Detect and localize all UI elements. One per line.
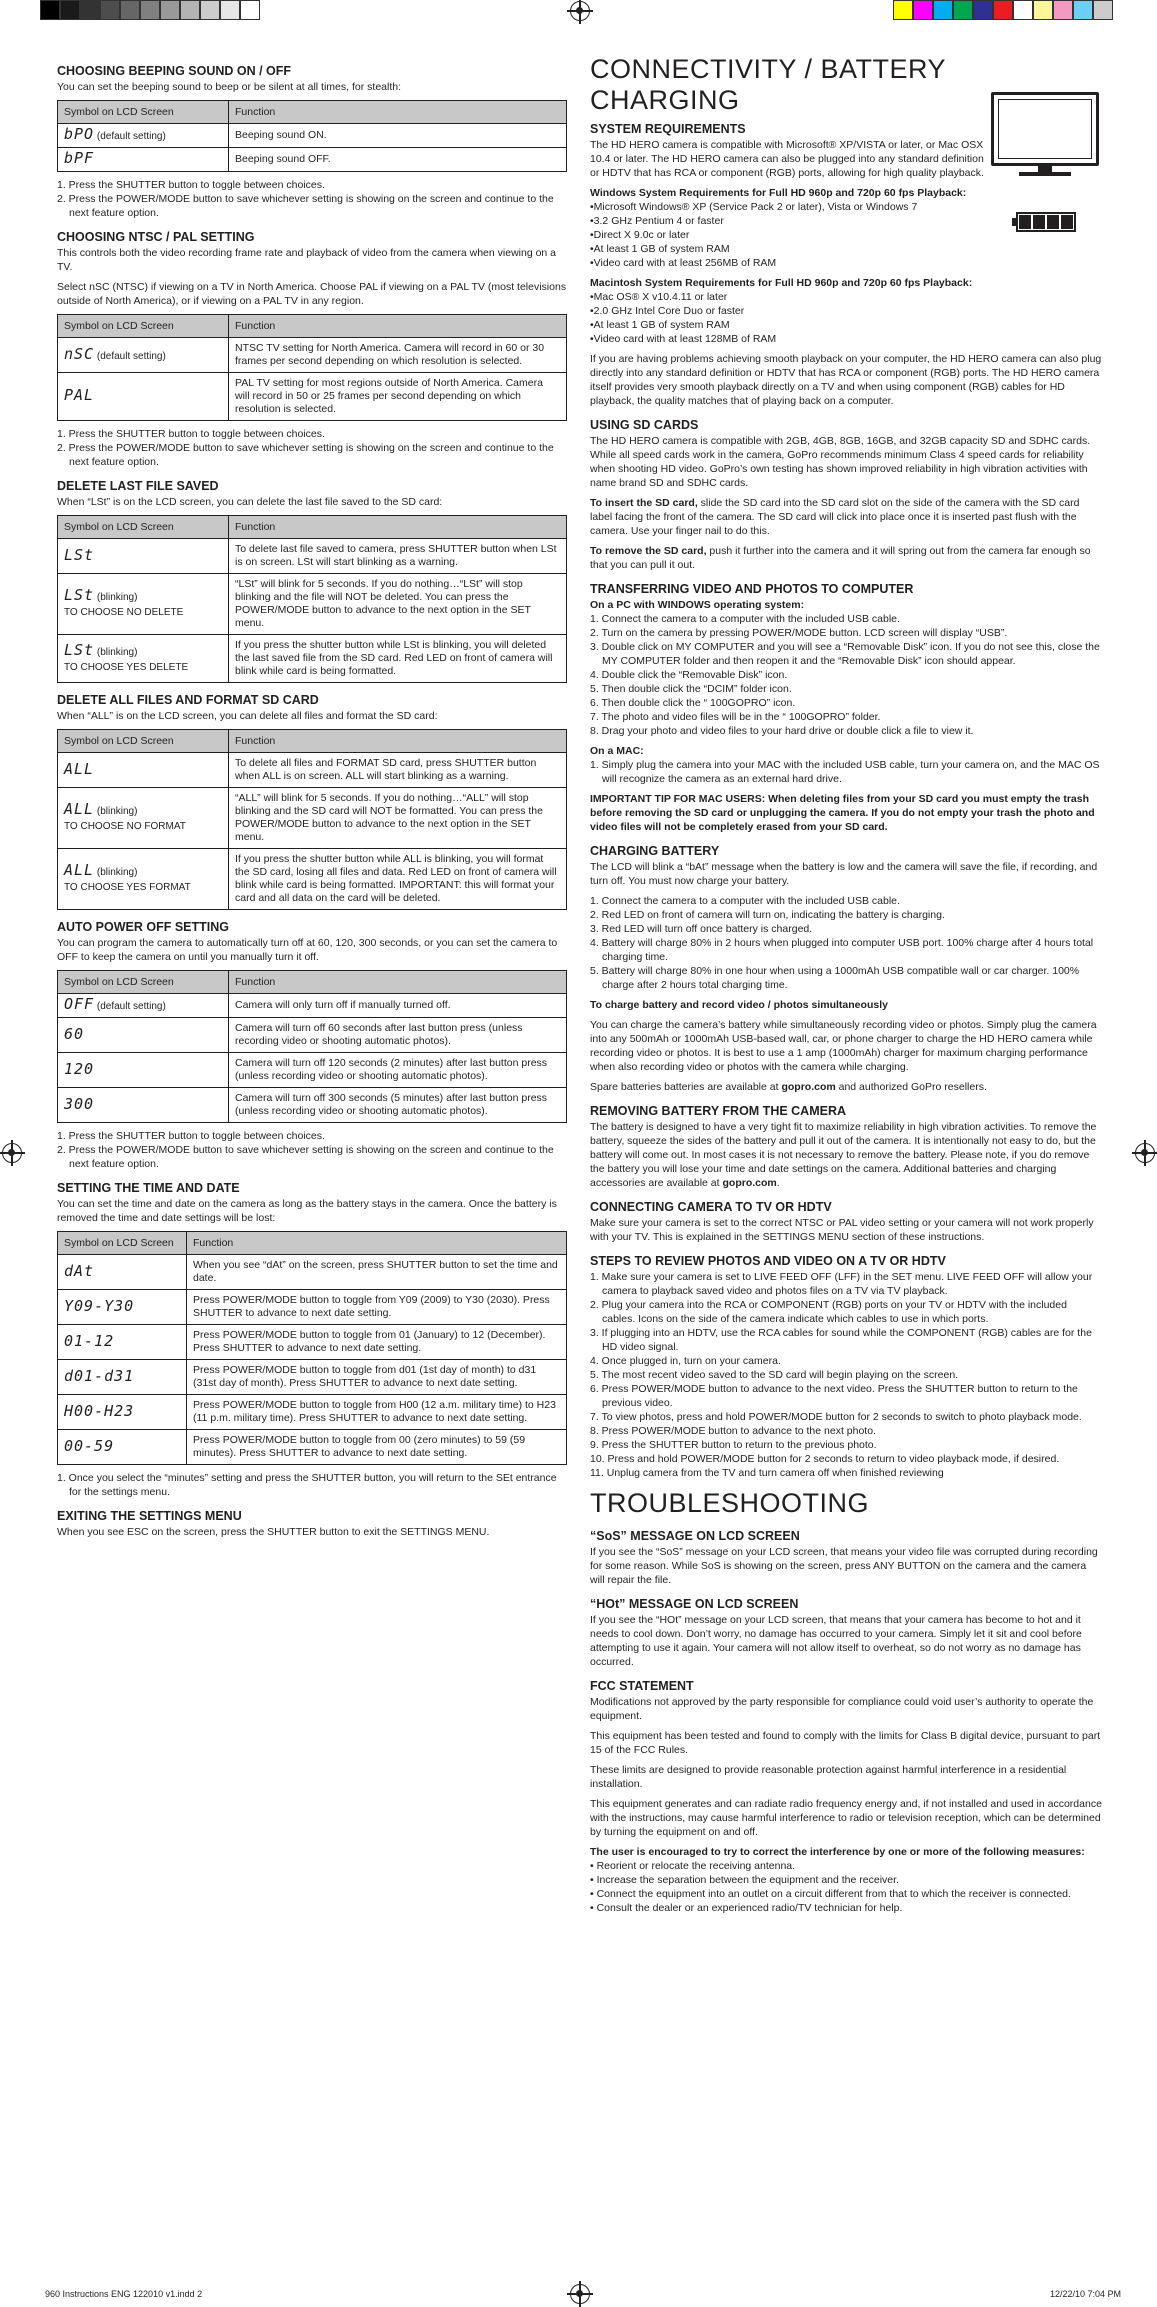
function-cell: If you press the shutter button while LSt is blinking, you will deleted the last saved file from the SD card. Red LED on front of camera will blink while card is being formatted. [229,635,567,683]
step-list [590,1270,1102,1480]
lcd-symbol: Y09-Y30 [64,1296,135,1315]
list-item: •2.0 GHz Intel Core Duo or faster [590,305,745,317]
list-item: 2. Press the POWER/MODE button to save whichever setting is showing on the screen and continue to the next feature option. [57,193,554,219]
subheading: On a PC with WINDOWS operating system: [590,599,805,611]
list-item: 1. Make sure your camera is set to LIVE FEED OFF (LFF) in the SET menu. LIVE FEED OFF will allow your camera to playback saved video and photos files on a TV via TV playback. [590,1271,1093,1297]
registration-mark-icon [2,1143,22,1163]
lcd-symbol: dAt [64,1261,95,1280]
list-item: 10. Press and hold POWER/MODE button for 2 seconds to return to video playback mode, if desired. [590,1453,1060,1465]
lcd-symbol: ALL [64,800,95,818]
symbol-subtext: TO CHOOSE NO FORMAT [64,821,186,832]
sd-cards-section [590,418,1102,572]
list-item: 8. Press POWER/MODE button to advance to the next photo. [590,1425,876,1437]
fcc-section [590,1679,1102,1915]
list-item: • Connect the equipment into an outlet on a circuit different from that to which the receiver is connected. [590,1888,1071,1900]
ntsc-pal-section [57,230,567,469]
lcd-symbol: 120 [64,1059,95,1078]
column-header: Function [229,971,567,994]
list-item: •Microsoft Windows® XP (Service Pack 2 or later), Vista or Windows 7 [590,201,918,213]
list-item: •Direct X 9.0c or later [590,229,690,241]
section-heading: REMOVING BATTERY FROM THE CAMERA [590,1104,847,1118]
paragraph: This equipment generates and can radiate radio frequency energy and, if not installed and used in accordance with the instructions, may cause harmful interference to radio or television reception, which can be determined by turning the equipment on and off. [590,1798,1102,1838]
column-header: Symbol on LCD Screen [58,730,229,753]
lcd-symbol: 01-12 [64,1331,115,1350]
table-row [58,994,567,1018]
paragraph [590,496,1102,538]
step-list [57,178,567,220]
delete-last-section [57,479,567,683]
step-list [57,1471,567,1499]
bold-lead: To insert the SD card, [590,497,698,509]
right-column [590,54,1102,1921]
settings-table [57,970,567,1123]
lcd-symbol: 00-59 [64,1436,115,1455]
lcd-symbol: bPO [64,125,95,143]
paragraph: Make sure your camera is set to the correct NTSC or PAL video setting or your camera will not work properly with your TV. This is explained in the SETTINGS MENU section of these instructions. [590,1217,1094,1243]
column-header: Function [229,516,567,539]
color-swatch [1033,0,1053,20]
system-requirements-mac [590,276,1102,408]
function-cell: Press POWER/MODE button to toggle from Y09 (2009) to Y30 (2030). Press SHUTTER to advance to next date setting. [187,1290,567,1325]
paragraph-text: . [776,1177,780,1189]
paragraph: If you see the “SoS” message on your LCD screen, that means your video file was corrupted during recording for some reason. While SoS is showing on the screen, press ANY BUTTON on the camera and the camera will repair the file. [590,1546,1098,1586]
function-cell: Camera will turn off 60 seconds after last button press (unless recording video or shooting automatic photos). [229,1018,567,1053]
symbol-subtext: TO CHOOSE YES FORMAT [64,882,191,893]
table-row [58,373,567,421]
color-swatch [220,0,240,20]
color-swatch [973,0,993,20]
system-requirements-section [590,122,1102,270]
column-header: Symbol on LCD Screen [58,971,229,994]
step-list [57,1129,567,1171]
list-item: 9. Press the SHUTTER button to return to the previous photo. [590,1439,877,1451]
list-item: 3. Double click on MY COMPUTER and you will see a “Removable Disk” icon. If you do not see this, close the MY COMPUTER folder and then reopen it and the “Removable Disk” icon should appear. [590,641,1100,667]
settings-table [57,515,567,683]
symbol-subtext: TO CHOOSE YES DELETE [64,661,189,673]
section-heading: FCC STATEMENT [590,1679,694,1693]
color-swatch [893,0,913,20]
paragraph: When you see ESC on the screen, press the SHUTTER button to exit the SETTINGS MENU. [57,1526,490,1538]
lcd-symbol: LSt [64,545,95,564]
list-item: 8. Drag your photo and video files to your hard drive or double click a file to view it. [590,725,974,737]
function-cell: Press POWER/MODE button to toggle from 01 (January) to 12 (December). Press SHUTTER to advance to next date setting. [187,1325,567,1360]
lcd-symbol: LSt [64,640,95,659]
paragraph: If you are having problems achieving smooth playback on your computer, the HD HERO camera can also plug directly into any standard definition or HDTV that has RCA or component (RGB) ports. The HD HERO camera itself provides very smooth playback directly on a TV and when using component (RGB) cables for HD playback, the quality matches that of playing back on a computer. [590,353,1102,407]
step-list [57,427,567,469]
settings-table [57,1231,567,1465]
color-swatch [1073,0,1093,20]
table-row [58,1360,567,1395]
paragraph: Select nSC (NTSC) if viewing on a TV in North America. Choose PAL if viewing on a PAL TV (most televisions outside of North America), or if viewing on a PAL TV in any region. [57,281,567,307]
function-cell: “ALL” will blink for 5 seconds. If you do nothing…“ALL” will stop blinking and the SD card will NOT be formatted. You can press the POWER/MODE button to advance to the next option in the SET menu. [229,788,567,849]
function-cell: Press POWER/MODE button to toggle from 00 (zero minutes) to 59 (59 minutes). Press SHUTTER to advance to next date setting. [187,1430,567,1465]
section-heading: CONNECTING CAMERA TO TV OR HDTV [590,1200,832,1214]
function-cell: Beeping sound ON. [229,124,567,148]
exiting-section [57,1509,567,1539]
lcd-symbol: PAL [64,386,95,404]
list-item: 5. The most recent video saved to the SD card will begin playing on the screen. [590,1369,959,1381]
paragraph: These limits are designed to provide reasonable protection against harmful interference in a residential installation. [590,1764,1067,1790]
list-item: 7. The photo and video files will be in the “ 100GOPRO” folder. [590,711,881,723]
column-header: Function [229,730,567,753]
function-cell: Press POWER/MODE button to toggle from H00 (12 a.m. military time) to H23 (11 p.m. military time). Press SHUTTER to advance to next date setting. [187,1395,567,1430]
list-item: 1. Press the SHUTTER button to toggle between choices. [57,428,325,440]
section-intro: You can set the beeping sound to beep or be silent at all times, for stealth: [57,81,402,93]
subheading: To charge battery and record video / photos simultaneously [590,999,888,1011]
table-row [58,1395,567,1430]
subheading: On a MAC: [590,745,644,757]
table-row [58,124,567,148]
paragraph-text: The battery is designed to have a very tight fit to maximize reliability in high vibration activities. To remove the battery, squeeze the sides of the battery and pull it out of the camera. It is intentionally not easy to do, but the battery will come out. In most cases it is not necessary to remove the battery. Please note, if you do remove the battery you will lose your time and date settings on the camera. Additional batteries and charging accessories are available at [590,1121,1097,1189]
color-swatch [953,0,973,20]
gopro-link[interactable]: gopro.com [722,1177,777,1189]
table-row [58,1430,567,1465]
table-row [58,788,567,849]
color-swatch [993,0,1013,20]
grayscale-bar [40,0,260,20]
step-list [590,894,1102,992]
paragraph: The LCD will blink a “bAt” message when the battery is low and the camera will save the file, if recording, and turn off. You must now charge your battery. [590,861,1098,887]
list-item: 3. If plugging into an HDTV, use the RCA cables for sound while the COMPONENT (RGB) cables are for the HD video signal. [590,1327,1092,1353]
list-item: • Consult the dealer or an experienced radio/TV technician for help. [590,1902,903,1914]
list-item: •3.2 GHz Pentium 4 or faster [590,215,724,227]
paragraph: The HD HERO camera is compatible with Microsoft® XP/VISTA or later, or Mac OSX 10.4 or later. The HD HERO camera can also be plugged into any standard definition or HDTV that has RCA or component (RGB) ports, allowing for high quality playback. [590,139,984,179]
section-heading: STEPS TO REVIEW PHOTOS AND VIDEO ON A TV OR HDTV [590,1254,946,1268]
list-item: 5. Battery will charge 80% in one hour when using a 1000mAh USB compatible wall or car charger. 100% charge after 2 hours total charging time. [590,965,1080,991]
paragraph [590,544,1102,572]
section-heading: EXITING THE SETTINGS MENU [57,1509,242,1523]
column-header: Symbol on LCD Screen [58,1232,187,1255]
function-cell: “LSt” will blink for 5 seconds. If you do nothing…“LSt” will stop blinking and the file will NOT be deleted. You can press the POWER/MODE button to advance to the next option in the SET menu. [229,574,567,635]
gopro-link[interactable]: gopro.com [781,1081,836,1093]
paragraph: Modifications not approved by the party responsible for compliance could void user’s authority to operate the equipment. [590,1696,1094,1722]
step-list [590,612,1102,738]
column-header: Function [229,101,567,124]
color-swatch [1093,0,1113,20]
subheading: Windows System Requirements for Full HD 960p and 720p 60 fps Playback: [590,187,967,199]
paragraph: This controls both the video recording frame rate and playback of video from the camera when viewing on a TV. [57,247,557,273]
important-tip: IMPORTANT TIP FOR MAC USERS: When deleting files from your SD card you must empty the trash before removing the SD card or unplugging the camera. If you do not empty your trash the photo and video files will not be completely erased from your SD card. [590,793,1095,833]
symbol-note: (blinking) [94,592,138,603]
paragraph: If you see the “HOt” message on your LCD screen, that means that your camera has become to hot and it needs to cool down. Don’t worry, no damage has occurred to your camera. Simply let it sit and cool before attempting to use it again. Your camera will not allow itself to overheat, so do not worry as no damage has occurred. [590,1614,1082,1668]
lcd-symbol: H00-H23 [64,1401,135,1420]
section-intro: You can program the camera to automatically turn off at 60, 120, 300 seconds, or you can set the camera to OFF to keep the camera on until you manually turn it off. [57,937,558,963]
list-item: • Increase the separation between the equipment and the receiver. [590,1874,899,1886]
column-header: Symbol on LCD Screen [58,516,229,539]
symbol-note: (default setting) [94,1001,166,1012]
footer-filename: 960 Instructions ENG 122010 v1.indd 2 [45,2289,203,2299]
color-swatch [120,0,140,20]
list-item: •At least 1 GB of system RAM [590,243,730,255]
list-item: 1. Connect the camera to a computer with the included USB cable. [590,895,900,907]
troubleshooting-title: TROUBLESHOOTING [590,1488,870,1518]
section-heading: TRANSFERRING VIDEO AND PHOTOS TO COMPUTER [590,582,914,596]
paragraph-text: slide the SD card into the SD card slot on the side of the camera with the SD card label facing the front of the camera. The SD card will click into place once it is inserted past flush with the camera. Use your finger nail to do this. [590,497,1080,537]
list-item: 4. Double click the “Removable Disk” icon. [590,669,788,681]
bold-lead: To remove the SD card, [590,545,707,557]
time-date-section [57,1181,567,1499]
section-heading: CHARGING BATTERY [590,844,720,858]
symbol-note: (default setting) [94,131,166,142]
sos-section [590,1529,1102,1587]
table-row [58,338,567,373]
color-swatch [200,0,220,20]
color-swatch [80,0,100,20]
color-swatch [240,0,260,20]
list-item: 2. Plug your camera into the RCA or COMPONENT (RGB) ports on your TV or HDTV with the included cables. Icons on the side of the camera indicate which cables to use in which ports. [590,1299,1067,1325]
function-cell: PAL TV setting for most regions outside of North America. Camera will record in 50 or 25 frames per second depending on which resolution is selected. [229,373,567,421]
list-item: 2. Red LED on front of camera will turn on, indicating the battery is charging. [590,909,945,921]
list-item: •Video card with at least 128MB of RAM [590,333,777,345]
list-item: 1. Simply plug the camera into your MAC with the included USB cable, turn your camera on, and the MAC OS will recognize the camera as an external hard drive. [590,759,1100,785]
footer-timestamp: 12/22/10 7:04 PM [1050,2289,1122,2299]
column-header: Function [229,315,567,338]
table-row [58,148,567,172]
list-item: 4. Once plugged in, turn on your camera. [590,1355,781,1367]
section-heading: DELETE LAST FILE SAVED [57,479,219,493]
table-row [58,539,567,574]
list-item: 2. Turn on the camera by pressing POWER/MODE button. LCD screen will display “USB”. [590,627,1008,639]
paragraph: The HD HERO camera is compatible with 2GB, 4GB, 8GB, 16GB, and 32GB capacity SD and SDHC cards. While all speed cards work in the camera, GoPro recommends minimum Class 4 speed cards for reliability when shooting HD video. GoPro’s own testing has shown improved reliability in high vibration activities with name brand SD and SDHC cards. [590,435,1091,489]
function-cell: When you see “dAt” on the screen, press SHUTTER button to set the time and date. [187,1255,567,1290]
function-cell: Camera will turn off 300 seconds (5 minutes) after last button press (unless recording video or shooting automatic photos). [229,1088,567,1123]
function-cell: To delete last file saved to camera, press SHUTTER button when LSt is on screen. LSt will start blinking as a warning. [229,539,567,574]
table-row [58,1088,567,1123]
table-row [58,1053,567,1088]
lcd-symbol: 60 [64,1024,85,1043]
section-heading: DELETE ALL FILES AND FORMAT SD CARD [57,693,319,707]
symbol-note: (blinking) [94,806,138,817]
section-heading: AUTO POWER OFF SETTING [57,920,229,934]
table-row [58,635,567,683]
color-swatch [140,0,160,20]
paragraph [590,1120,1102,1190]
color-swatch [160,0,180,20]
list-item: •Mac OS® X v10.4.11 or later [590,291,728,303]
section-heading: SYSTEM REQUIREMENTS [590,122,746,136]
table-row [58,753,567,788]
settings-table [57,314,567,421]
function-cell: If you press the shutter button while ALL is blinking, you will format the SD card, losing all files and data. Red LED on front of camera will blink while card is being formatted. IMPORTANT: this will format your card and all data on the card will be deleted. [229,849,567,910]
requirement-list [590,200,987,270]
review-section [590,1254,1102,1480]
paragraph: This equipment has been tested and found to comply with the limits for Class B digital device, pursuant to part 15 of the FCC Rules. [590,1730,1101,1756]
list-item: 1. Once you select the “minutes” setting and press the SHUTTER button, you will return to the SEt entrance for the settings menu. [57,1472,557,1498]
charging-section [590,844,1102,1094]
color-bar [893,0,1113,20]
section-intro: When “LSt” is on the LCD screen, you can delete the last file saved to the SD card: [57,496,443,508]
paragraph-text: and authorized GoPro resellers. [835,1081,987,1093]
step-list [590,758,1102,786]
table-row [58,849,567,910]
color-swatch [60,0,80,20]
function-cell: NTSC TV setting for North America. Camera will record in 60 or 30 frames per second depending on which resolution is selected. [229,338,567,373]
lcd-symbol: ALL [64,759,95,778]
table-row [58,1290,567,1325]
color-swatch [1053,0,1073,20]
column-header: Function [187,1232,567,1255]
settings-table [57,729,567,910]
section-heading: USING SD CARDS [590,418,699,432]
paragraph-text: Spare batteries batteries are available at [590,1081,782,1093]
symbol-note: (default setting) [94,350,166,362]
color-swatch [40,0,60,20]
paragraph [590,1080,1102,1094]
hot-section [590,1597,1102,1669]
list-item: 6. Then double click the “ 100GOPRO” icon. [590,697,796,709]
function-cell: To delete all files and FORMAT SD card, press SHUTTER button when ALL is on screen. ALL will start blinking as a warning. [229,753,567,788]
lcd-symbol: bPF [64,149,95,167]
beeping-section [57,64,567,220]
symbol-subtext: TO CHOOSE NO DELETE [64,607,184,618]
delete-all-section [57,693,567,910]
list-item: 2. Press the POWER/MODE button to save whichever setting is showing on the screen and continue to the next feature option. [57,442,554,468]
tv-connect-section [590,1200,1102,1244]
auto-power-off-section [57,920,567,1171]
table-row [58,1255,567,1290]
column-header: Symbol on LCD Screen [58,101,229,124]
function-cell: Beeping sound OFF. [229,148,567,172]
color-swatch [100,0,120,20]
paragraph: You can charge the camera’s battery while simultaneously recording video or photos. Simply plug the camera into any 500mAh or 1000mAh USB-based wall, car, or phone charger to charge the HD HERO camera while recording video or photos. It is best to use a 1 amp (1000mAh) charger for maximum charging performance when also recording video or photos with the camera while charging. [590,1019,1097,1073]
lcd-symbol: LSt [64,586,95,604]
list-item: •At least 1 GB of system RAM [590,319,730,331]
section-heading: “HOt” MESSAGE ON LCD SCREEN [590,1597,799,1611]
list-item: 1. Connect the camera to a computer with the included USB cable. [590,613,900,625]
section-intro: You can set the time and date on the camera as long as the battery stays in the camera. Once the battery is removed the time and date settings will be lost: [57,1198,557,1224]
page-title: CONNECTIVITY / BATTERY CHARGING [590,54,946,115]
measure-list [590,1859,1102,1915]
section-heading: “SoS” MESSAGE ON LCD SCREEN [590,1529,800,1543]
list-item: 11. Unplug camera from the TV and turn camera off when finished reviewing [590,1467,944,1479]
requirement-list [590,290,1102,346]
color-swatch [1013,0,1033,20]
list-item: 4. Battery will charge 80% in 2 hours when plugged into computer USB port. 100% charge after 4 hours total charging time. [590,937,1094,963]
subheading: Macintosh System Requirements for Full HD 960p and 720p 60 fps Playback: [590,277,973,289]
lcd-symbol: 300 [64,1094,95,1113]
list-item: 1. Press the SHUTTER button to toggle between choices. [57,179,325,191]
registration-mark-icon [1135,1143,1155,1163]
paragraph-text: push it further into the camera and it will spring out from the camera far enough so that you can pull it out. [590,545,1091,571]
subheading: The user is encouraged to try to correct the interference by one or more of the following measures: [590,1846,1085,1858]
section-heading: CHOOSING BEEPING SOUND ON / OFF [57,64,292,78]
lcd-symbol: d01-d31 [64,1366,135,1385]
registration-mark-icon [570,1,590,21]
list-item: •Video card with at least 256MB of RAM [590,257,777,269]
lcd-symbol: OFF [64,995,95,1013]
function-cell: Camera will only turn off if manually turned off. [229,994,567,1018]
symbol-note: (blinking) [94,646,138,658]
table-row [58,1018,567,1053]
settings-table [57,100,567,172]
function-cell: Camera will turn off 120 seconds (2 minutes) after last button press (unless recording video or shooting automatic photos). [229,1053,567,1088]
list-item: • Reorient or relocate the receiving antenna. [590,1860,796,1872]
color-swatch [913,0,933,20]
table-row [58,1325,567,1360]
list-item: 5. Then double click the “DCIM” folder icon. [590,683,792,695]
section-heading: CHOOSING NTSC / PAL SETTING [57,230,255,244]
section-intro: When “ALL” is on the LCD screen, you can delete all files and format the SD card: [57,710,438,722]
color-swatch [180,0,200,20]
list-item: 6. Press POWER/MODE button to advance to the next video. Press the SHUTTER button to return to the previous video. [590,1383,1078,1409]
table-row [58,574,567,635]
removing-battery-section [590,1104,1102,1190]
lcd-symbol: nSC [64,344,95,363]
color-swatch [933,0,953,20]
list-item: 2. Press the POWER/MODE button to save whichever setting is showing on the screen and continue to the next feature option. [57,1144,554,1170]
registration-mark-icon [570,2284,590,2304]
list-item: 1. Press the SHUTTER button to toggle between choices. [57,1130,325,1142]
left-column [57,54,567,1545]
column-header: Symbol on LCD Screen [58,315,229,338]
section-heading: SETTING THE TIME AND DATE [57,1181,240,1195]
symbol-note: (blinking) [94,867,138,878]
lcd-symbol: ALL [64,861,95,879]
transfer-section [590,582,1102,834]
list-item: 3. Red LED will turn off once battery is charged. [590,923,813,935]
list-item: 7. To view photos, press and hold POWER/MODE button for 2 seconds to switch to photo playback mode. [590,1411,1082,1423]
function-cell: Press POWER/MODE button to toggle from d01 (1st day of month) to d31 (31st day of month). Press SHUTTER to advance to next date setting. [187,1360,567,1395]
